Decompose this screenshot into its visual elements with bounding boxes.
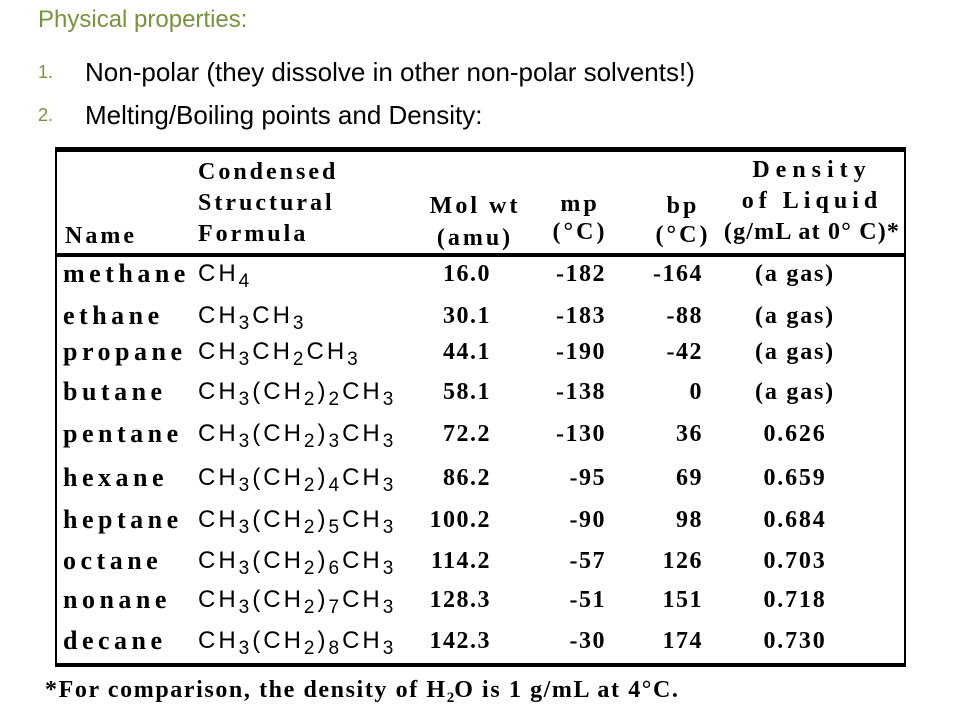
formula-subscript: 3	[238, 313, 253, 334]
liquid-density: 0.730	[763, 628, 827, 654]
header-bp-line-1: bp	[666, 193, 700, 219]
condensed-formula	[198, 377, 396, 409]
molecular-weight: 72.2	[443, 421, 491, 447]
header-mol-wt-line-1: Mol wt	[429, 193, 521, 219]
molecular-weight: 100.2	[429, 507, 491, 533]
condensed-formula	[198, 505, 396, 537]
header-mp	[530, 190, 630, 246]
formula-group: CH	[198, 464, 239, 491]
formula-group: CH	[198, 378, 239, 405]
formula-group: CH	[198, 302, 239, 329]
header-formula-line-3: Formula	[198, 221, 309, 247]
alkane-name: nonane	[63, 585, 171, 614]
melting-point: -138	[556, 379, 606, 405]
condensed-formula	[198, 259, 252, 291]
formula-subscript: 3	[238, 638, 253, 659]
melting-point: -95	[569, 465, 606, 491]
formula-group: )	[317, 378, 329, 405]
melting-point: -182	[556, 261, 606, 287]
alkane-name: propane	[63, 337, 187, 366]
alkane-name: heptane	[63, 505, 183, 534]
slide-heading: Physical properties:	[38, 6, 248, 33]
header-name	[65, 221, 137, 252]
formula-subscript: 3	[238, 597, 253, 618]
boiling-point: 98	[676, 507, 703, 533]
table-row	[0, 301, 960, 334]
table-row	[0, 626, 960, 659]
formula-group: )	[317, 586, 329, 613]
molecular-weight: 58.1	[443, 379, 491, 405]
alkane-name: ethane	[63, 301, 164, 330]
formula-group: )	[317, 420, 329, 447]
alkane-name: butane	[63, 377, 167, 406]
liquid-density: 0.718	[763, 587, 827, 613]
header-formula-line-2: Structural	[198, 190, 335, 216]
header-mp-line-2: (°C)	[552, 219, 608, 245]
formula-group: CH	[342, 464, 383, 491]
formula-group: (CH	[252, 420, 304, 447]
formula-group: CH	[252, 302, 293, 329]
header-mol-wt-line-2: (amu)	[436, 225, 514, 251]
melting-point: -30	[569, 628, 606, 654]
formula-subscript: 3	[328, 431, 343, 452]
formula-group: CH	[252, 338, 293, 365]
formula-group: CH	[342, 627, 383, 654]
formula-group: CH	[198, 547, 239, 574]
condensed-formula	[198, 463, 396, 495]
header-name-line: Name	[65, 223, 137, 249]
table-top-rule	[55, 147, 906, 152]
formula-group: CH	[198, 506, 239, 533]
formula-group: CH	[342, 547, 383, 574]
formula-group: )	[317, 464, 329, 491]
boiling-point: 36	[676, 421, 703, 447]
melting-point: -57	[569, 548, 606, 574]
formula-subscript: 3	[238, 389, 253, 410]
table-row	[0, 419, 960, 452]
formula-subscript: 3	[238, 517, 253, 538]
table-row	[0, 505, 960, 538]
formula-group: (CH	[252, 586, 304, 613]
formula-subscript: 3	[382, 431, 397, 452]
formula-subscript: 2	[292, 349, 307, 370]
formula-subscript: 3	[382, 389, 397, 410]
liquid-density: 0.684	[763, 507, 827, 533]
formula-subscript: 7	[328, 597, 343, 618]
formula-subscript: 3	[382, 475, 397, 496]
footnote-text-before: *For comparison, the density of H	[45, 677, 447, 703]
alkane-name: octane	[63, 546, 163, 575]
formula-subscript: 3	[238, 475, 253, 496]
formula-subscript: 3	[382, 597, 397, 618]
table-row	[0, 337, 960, 370]
formula-subscript: 2	[303, 389, 318, 410]
footnote-subscript: 2	[446, 690, 455, 706]
melting-point: -90	[569, 507, 606, 533]
formula-subscript: 3	[292, 313, 307, 334]
alkane-name: decane	[63, 626, 167, 655]
formula-subscript: 4	[328, 475, 343, 496]
header-density-line-2: of Liquid	[741, 188, 883, 214]
formula-group: (CH	[252, 547, 304, 574]
melting-point: -183	[556, 303, 606, 329]
molecular-weight: 16.0	[443, 261, 491, 287]
formula-subscript: 3	[347, 349, 361, 370]
molecular-weight: 30.1	[443, 303, 491, 329]
formula-group: CH	[198, 420, 239, 447]
footnote	[45, 675, 680, 708]
table-bottom-rule	[55, 663, 906, 667]
boiling-point: 0	[689, 379, 703, 405]
header-density-line-3: (g/mL at 0° C)*	[723, 219, 901, 245]
list-item-properties: Melting/Boiling points and Density:	[85, 100, 483, 130]
list-number-2: 2.	[38, 105, 54, 125]
formula-subscript: 2	[303, 638, 318, 659]
alkane-name: methane	[63, 259, 190, 288]
condensed-formula	[198, 626, 396, 658]
boiling-point: -164	[653, 261, 703, 287]
condensed-formula	[198, 585, 396, 617]
header-formula	[198, 157, 338, 250]
molecular-weight: 142.3	[429, 628, 491, 654]
condensed-formula	[198, 419, 396, 451]
formula-subscript: 4	[238, 271, 253, 292]
molecular-weight: 86.2	[443, 465, 491, 491]
formula-group: CH	[342, 506, 383, 533]
molecular-weight: 128.3	[429, 587, 491, 613]
table-row	[0, 463, 960, 496]
formula-subscript: 8	[328, 638, 343, 659]
liquid-density: 0.626	[763, 421, 827, 447]
formula-subscript: 2	[303, 431, 318, 452]
molecular-weight: 44.1	[443, 339, 491, 365]
formula-subscript: 3	[238, 558, 253, 579]
header-density-line-1: Density	[752, 157, 872, 183]
liquid-density: (a gas)	[755, 303, 835, 329]
formula-group: )	[317, 547, 329, 574]
boiling-point: 174	[662, 628, 703, 654]
boiling-point: 151	[662, 587, 703, 613]
formula-subscript: 2	[303, 517, 318, 538]
header-mol-wt	[415, 190, 535, 254]
boiling-point: 69	[676, 465, 703, 491]
liquid-density: (a gas)	[755, 261, 835, 287]
formula-subscript: 3	[382, 558, 397, 579]
condensed-formula	[198, 546, 396, 578]
alkane-name: pentane	[63, 419, 183, 448]
boiling-point: 126	[662, 548, 703, 574]
formula-group: CH	[342, 378, 383, 405]
boiling-point: -88	[666, 303, 703, 329]
condensed-formula	[198, 337, 361, 369]
melting-point: -130	[556, 421, 606, 447]
header-formula-line-1: Condensed	[198, 159, 339, 185]
header-bp-line-2: (°C)	[655, 222, 711, 248]
formula-subscript: 6	[328, 558, 343, 579]
formula-group: CH	[198, 260, 239, 287]
formula-group: (CH	[252, 627, 304, 654]
formula-group: CH	[198, 586, 239, 613]
header-mp-line-1: mp	[560, 191, 600, 217]
alkane-name: hexane	[63, 463, 168, 492]
formula-group: (CH	[252, 506, 304, 533]
liquid-density: (a gas)	[755, 339, 835, 365]
formula-group: CH	[198, 338, 239, 365]
condensed-formula	[198, 301, 307, 333]
formula-group: CH	[198, 627, 239, 654]
formula-group: (CH	[252, 464, 304, 491]
table-row	[0, 546, 960, 579]
formula-group: )	[317, 506, 329, 533]
formula-group: CH	[342, 420, 383, 447]
list-item-nonpolar: Non-polar (they dissolve in other non-polar solvents!)	[85, 57, 695, 87]
melting-point: -51	[569, 587, 606, 613]
header-density	[712, 155, 912, 248]
table-row	[0, 259, 960, 292]
formula-group: (CH	[252, 378, 304, 405]
formula-subscript: 3	[238, 431, 253, 452]
formula-subscript: 2	[303, 597, 318, 618]
formula-subscript: 3	[382, 517, 397, 538]
formula-subscript: 3	[238, 349, 253, 370]
boiling-point: -42	[666, 339, 703, 365]
formula-subscript: 5	[328, 517, 343, 538]
molecular-weight: 114.2	[430, 548, 491, 574]
formula-group: CH	[306, 338, 348, 365]
liquid-density: 0.703	[763, 548, 827, 574]
table-row	[0, 585, 960, 618]
liquid-density: 0.659	[763, 465, 827, 491]
footnote-text-after: O is 1 g/mL at 4°C.	[454, 677, 680, 703]
melting-point: -190	[556, 339, 606, 365]
list-number-1: 1.	[38, 62, 54, 82]
formula-subscript: 2	[328, 389, 343, 410]
formula-subscript: 3	[382, 638, 397, 659]
formula-subscript: 2	[303, 558, 318, 579]
table-row	[0, 377, 960, 410]
liquid-density: (a gas)	[755, 379, 835, 405]
formula-group: )	[317, 627, 329, 654]
formula-subscript: 2	[303, 475, 318, 496]
formula-group: CH	[342, 586, 383, 613]
